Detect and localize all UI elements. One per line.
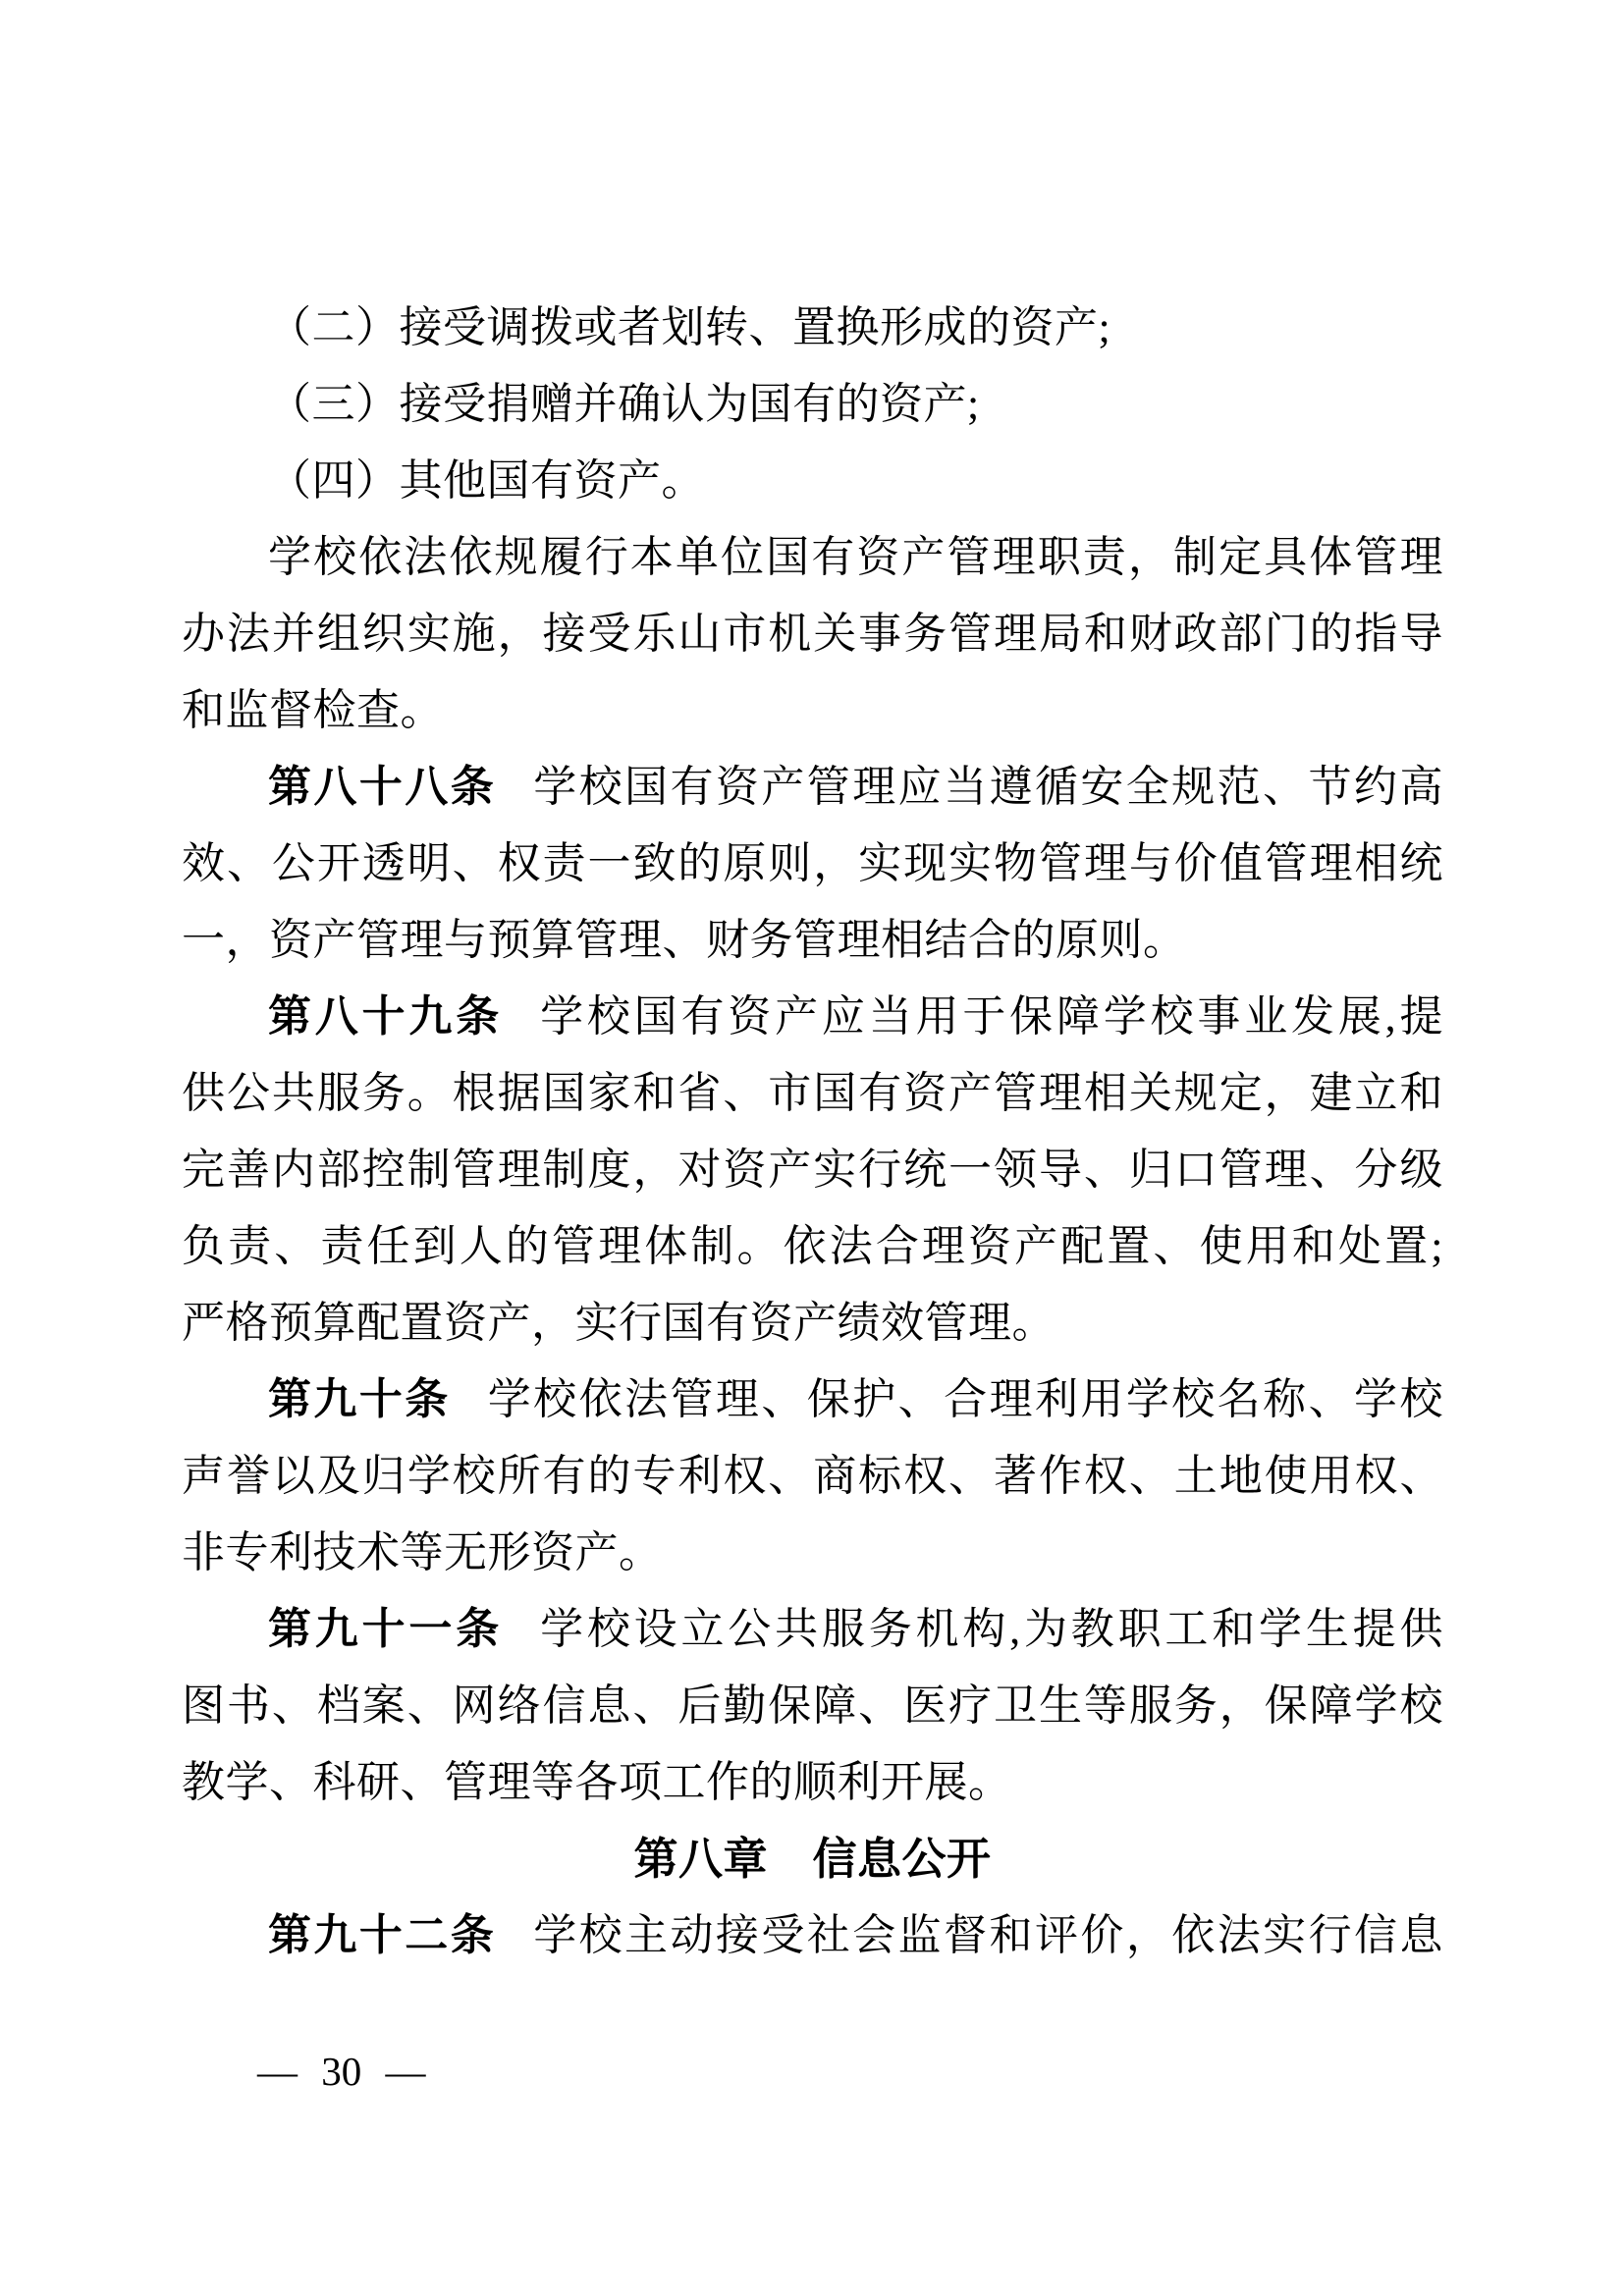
- text-line: 声誉以及归学校所有的专利权、商标权、著作权、土地使用权、: [182, 1452, 1443, 1500]
- line-text: 学校国有资产应当用于保障学校事业发展,提: [540, 992, 1443, 1041]
- text-line: 负责、责任到人的管理体制。依法合理资产配置、使用和处置;: [182, 1222, 1443, 1270]
- text-line: 严格预算配置资产，实行国有资产绩效管理。: [182, 1299, 1056, 1347]
- page-footer: [257, 2048, 426, 2095]
- text-line: 学校依法依规履行本单位国有资产管理职责，制定具体管理: [268, 533, 1443, 581]
- text-line: 效、公开透明、权责一致的原则，实现实物管理与价值管理相统: [182, 839, 1443, 887]
- text-line: （二）接受调拨或者划转、置换形成的资产;: [268, 303, 1111, 351]
- text-line: 一，资产管理与预算管理、财务管理相结合的原则。: [182, 916, 1187, 964]
- article-number: 第九十一条: [268, 1605, 504, 1653]
- chapter-heading: 第八章 信息公开: [633, 1834, 992, 1884]
- text-line: 教学、科研、管理等各项工作的顺利开展。: [182, 1758, 1012, 1806]
- text-line: 办法并组织实施，接受乐山市机关事务管理局和财政部门的指导: [182, 610, 1443, 658]
- article-line: [182, 1362, 1443, 1438]
- text-line: （三）接受捐赠并确认为国有的资产;: [268, 380, 980, 428]
- line-text: 学校主动接受社会监督和评价，依法实行信息: [533, 1911, 1443, 1959]
- text-line: 和监督检查。: [182, 686, 444, 734]
- document-content: [182, 290, 1443, 1974]
- line-text: 学校国有资产管理应当遵循安全规范、节约高: [533, 763, 1443, 811]
- page-number: — 30 —: [257, 2049, 426, 2094]
- article-line: [182, 1591, 1443, 1668]
- line-text: 学校设立公共服务机构,为教职工和学生提供: [540, 1605, 1443, 1653]
- line-text: 学校依法管理、保护、合理利用学校名称、学校: [487, 1375, 1443, 1423]
- text-line: 完善内部控制管理制度，对资产实行统一领导、归口管理、分级: [182, 1146, 1443, 1194]
- text-line: 图书、档案、网络信息、后勤保障、医疗卫生等服务，保障学校: [182, 1682, 1443, 1730]
- article-number: 第九十二条: [268, 1911, 497, 1959]
- text-line: （四）其他国有资产。: [268, 456, 705, 505]
- article-line: [182, 1897, 1443, 1974]
- article-number: 第九十条: [268, 1375, 451, 1423]
- article-number: 第八十九条: [268, 992, 504, 1041]
- article-line: [182, 979, 1443, 1055]
- text-line: 非专利技术等无形资产。: [182, 1528, 663, 1576]
- text-line: 供公共服务。根据国家和省、市国有资产管理相关规定，建立和: [182, 1069, 1443, 1117]
- article-number: 第八十八条: [268, 763, 497, 811]
- article-line: [182, 749, 1443, 826]
